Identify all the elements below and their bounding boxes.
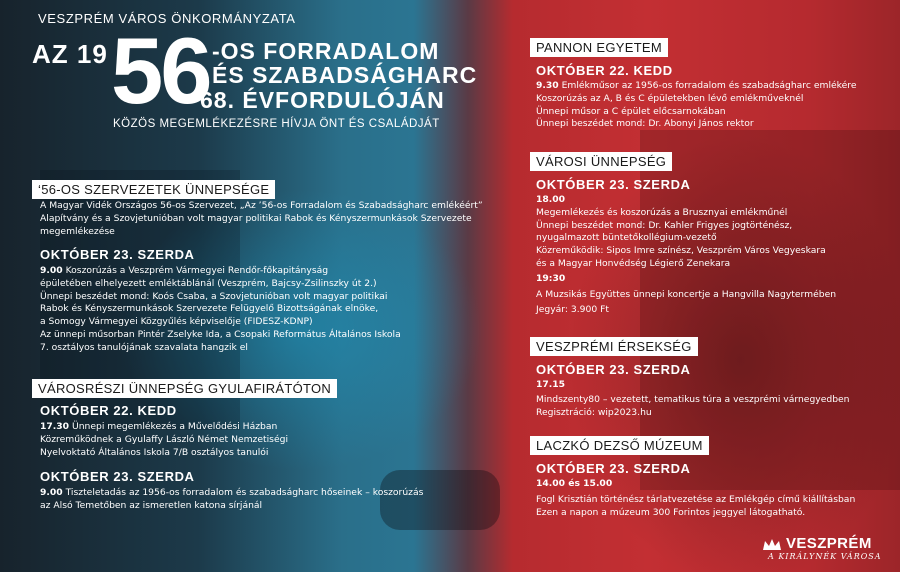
detail-text: Koszorúzás a Veszprém Vármegyei Rendőr-főkapitányság	[62, 265, 329, 276]
logo-wordmark: VESZPRÉM	[786, 535, 872, 552]
detail-line: a Somogy Vármegyei Közgyűlés képviselője (FIDESZ-KDNP)	[40, 316, 313, 328]
event-details	[40, 265, 401, 355]
section-title-56-orgs: ‘56-OS SZERVEZETEK ÜNNEPSÉGE	[32, 180, 275, 199]
detail-line	[40, 421, 288, 434]
detail-line: Mindszenty80 – vezetett, tematikus túra a veszprémi várnegyedben	[536, 393, 850, 405]
event-time	[536, 478, 855, 491]
detail-line: Nyelvoktató Általános Iskola 7/B osztályos tanulói	[40, 446, 269, 458]
event-time-value: 19:30	[536, 272, 566, 284]
detail-line: Rabok és Kényszermunkások Szervezete Felügyelő Bizottságának elnöke,	[40, 303, 379, 315]
event-time: 17.30	[40, 421, 70, 432]
section-title-gyulafiratot: VÁROSRÉSZI ÜNNEPSÉG GYULAFIRÁTÓTON	[32, 379, 337, 398]
title-line-2: ÉS SZABADSÁGHARC	[212, 62, 478, 88]
detail-line: és a Magyar Honvédség Légierő Zenekara	[536, 257, 731, 269]
section-title-pannon: PANNON EGYETEM	[530, 38, 668, 57]
event-date: OKTÓBER 23. SZERDA	[40, 469, 195, 484]
logo-tagline: A KIRÁLYNÉK VÁROSA	[768, 552, 882, 561]
detail-line: Az ünnepi műsorban Pintér Zselyke Ida, a Csopaki Református Általános Iskola	[40, 328, 401, 340]
detail-line	[40, 487, 423, 500]
title-line-1: -OS FORRADALOM	[212, 38, 440, 64]
detail-line: Ünnepi műsor a C épület előcsarnokában	[536, 105, 726, 117]
event-date: OKTÓBER 23. SZERDA	[40, 247, 195, 262]
detail-line	[536, 80, 857, 93]
event-date: OKTÓBER 23. SZERDA	[536, 177, 691, 192]
section-title-archdiocese: VESZPRÉMI ÉRSEKSÉG	[530, 337, 698, 356]
event-date: OKTÓBER 22. KEDD	[536, 63, 673, 78]
event-date: OKTÓBER 23. SZERDA	[536, 362, 691, 377]
detail-line: épületében elhelyezett emléktáblánál (Veszprém, Bajcsy-Zsilinszky út 2.)	[40, 277, 377, 289]
intro-line: megemlékezése	[40, 225, 115, 237]
invitation-subtitle: KÖZÖS MEGEMLÉKEZÉSRE HÍVJA ÖNT ÉS CSALÁDJÁT	[113, 118, 440, 130]
detail-line: Ünnepi beszédet mond: Dr. Kahler Frigyes jogtörténész,	[536, 219, 793, 231]
detail-line: Közreműködnek a Gyulaffy László Német Nemzetiségi	[40, 433, 289, 445]
intro-line: A Magyar Vidék Országos 56-os Szervezet, „Az ’56-os Forradalom és Szabadságharc emlékéért”	[40, 200, 483, 211]
title-56: 56	[111, 18, 210, 123]
title-line-3: 68. ÉVFORDULÓJÁN	[200, 87, 445, 113]
crown-icon	[762, 537, 782, 551]
event-details	[536, 194, 836, 317]
event-time: 9.00	[40, 487, 63, 498]
detail-line: nyugalmazott büntetőkollégium-vezető	[536, 232, 717, 244]
event-time: 9.30	[536, 80, 559, 91]
detail-line: Ezen a napon a múzeum 300 Forintos jeggyel látogatható.	[536, 506, 806, 518]
title-az-19: AZ 19	[32, 39, 108, 69]
section-title-city: VÁROSI ÜNNEPSÉG	[530, 152, 672, 171]
detail-line: Ünnepi beszédet mond: Koós Csaba, a Szovjetunióban volt magyar politikai	[40, 290, 388, 302]
detail-line: Közreműködik: Sipos Imre színész, Veszprém Város Vegyeskara	[536, 245, 826, 257]
detail-line	[40, 265, 401, 278]
event-date: OKTÓBER 23. SZERDA	[536, 461, 691, 476]
event-time-value: 17.15	[536, 379, 566, 390]
event-date: OKTÓBER 22. KEDD	[40, 403, 177, 418]
section-title-museum: LACZKÓ DEZSŐ MÚZEUM	[530, 436, 709, 455]
logo-row	[762, 535, 882, 552]
event-details	[536, 80, 857, 131]
detail-line: Fogl Krisztián történész tárlatvezetése az Emlékgép című kiállításban	[536, 493, 856, 505]
detail-text: Ünnepi megemlékezés a Művelődési Házban	[69, 421, 278, 432]
event-time	[536, 379, 850, 392]
detail-text: Emlékműsor az 1956-os forradalom és szabadságharc emlékére	[558, 80, 857, 91]
detail-line: A Muzsikás Együttes ünnepi koncertje a Hangvilla Nagytermében	[536, 288, 837, 300]
organizer-name: VESZPRÉM VÁROS ÖNKORMÁNYZATA	[38, 11, 296, 26]
event-details	[40, 421, 288, 459]
detail-line: Ünnepi beszédet mond: Dr. Abonyi János rektor	[536, 118, 754, 130]
detail-line: az Alsó Temetőben az ismeretlen katona sírjánál	[40, 499, 263, 511]
event-time	[536, 273, 836, 286]
detail-line: 7. osztályos tanulójának szavalata hangzik el	[40, 341, 248, 353]
veszprem-logo	[762, 535, 882, 561]
detail-line: Regisztráció: wip2023.hu	[536, 406, 652, 418]
event-details	[536, 379, 850, 419]
detail-line: Jegyár: 3.900 Ft	[536, 304, 610, 316]
event-details	[536, 478, 855, 519]
detail-line: Koszorúzás az A, B és C épületekben lévő emlékműveknél	[536, 92, 804, 104]
detail-line: Megemlékezés és koszorúzás a Brusznyai emlékműnél	[536, 206, 788, 218]
event-time: 9.00	[40, 265, 63, 276]
event-details	[40, 487, 423, 513]
event-time-value: 18.00	[536, 194, 566, 205]
detail-text: Tiszteletadás az 1956-os forradalom és szabadságharc hőseinek – koszorúzás	[62, 487, 424, 498]
intro-line: Alapítvány és a Szovjetunióban volt magyar politikai Rabok és Kényszermunkások Szervezete	[40, 212, 472, 224]
event-time-value: 14.00 és 15.00	[536, 478, 613, 489]
event-time	[536, 194, 836, 207]
section-intro-56-orgs	[40, 200, 483, 238]
